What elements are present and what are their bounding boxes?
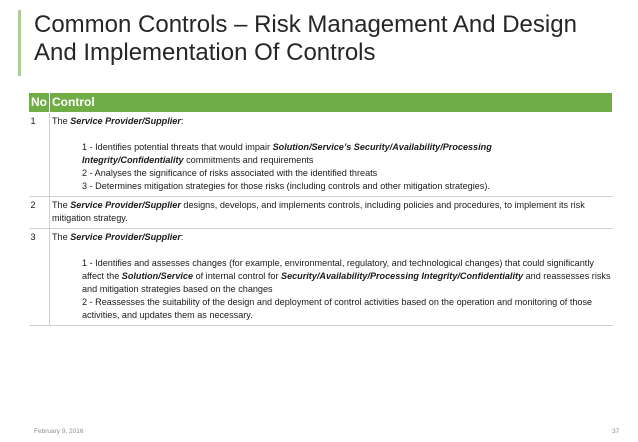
controls-table: [28, 92, 613, 326]
lead-tail: :: [180, 116, 184, 126]
table-header-row: [29, 93, 613, 113]
title-accent-bar: [18, 10, 21, 76]
control-item-3: 3 - Determines mitigation strategies for those risks (including controls and other mitigation strategies).: [82, 181, 490, 191]
control-items: [52, 141, 611, 193]
lead-entity: Service Provider/Supplier: [70, 200, 181, 210]
lead-tail: :: [180, 232, 184, 242]
lead-text: The: [52, 200, 71, 210]
slide-title-line-1: Common Controls – Risk Management And Design: [34, 11, 577, 38]
header-control: Control: [50, 93, 613, 113]
footer-date: February 9, 2016: [34, 428, 84, 435]
control-lead: [52, 231, 611, 244]
row-number: 1: [29, 113, 50, 197]
table-row: [29, 113, 613, 197]
control-item-1: 1 - Identifies potential threats that would impair Solution/Service’s Security/Availability/Processing Integrity/Confidentiality commitments and requirements: [82, 142, 492, 165]
header-no: No: [29, 93, 50, 113]
lead-entity: Service Provider/Supplier: [70, 116, 181, 126]
lead-text: The: [52, 232, 71, 242]
slide-title-line-2: And Implementation Of Controls: [34, 39, 376, 66]
table-row: [29, 197, 613, 229]
control-items: [52, 257, 611, 322]
control-lead: [52, 115, 611, 128]
control-item-2: 2 - Analyses the significance of risks associated with the identified threats: [82, 168, 378, 178]
slide-title: [34, 11, 614, 67]
control-cell: [50, 197, 613, 229]
lead-entity: Service Provider/Supplier: [70, 232, 181, 242]
table-row: [29, 229, 613, 326]
page-number: 37: [612, 428, 620, 435]
control-text: designs, develops, and implements controls, including policies and procedures, to implement its risk mitigation strategy.: [52, 200, 585, 223]
control-cell: [50, 113, 613, 197]
control-cell: [50, 229, 613, 326]
control-item-1: 1 - Identifies and assesses changes (for example, environmental, regulatory, and technological changes) that could significantly affect the Solution/Service of internal control for Security/Availability/Processing Integrity/Confidentiality and reassesses risks and mitigation strategies based on the changes: [82, 258, 611, 294]
lead-text: The: [52, 116, 71, 126]
control-item-2: 2 - Reassesses the suitability of the design and deployment of control activities based on the operation and monitoring of those activities, and updates them as necessary.: [82, 297, 593, 320]
row-number: 2: [29, 197, 50, 229]
row-number: 3: [29, 229, 50, 326]
